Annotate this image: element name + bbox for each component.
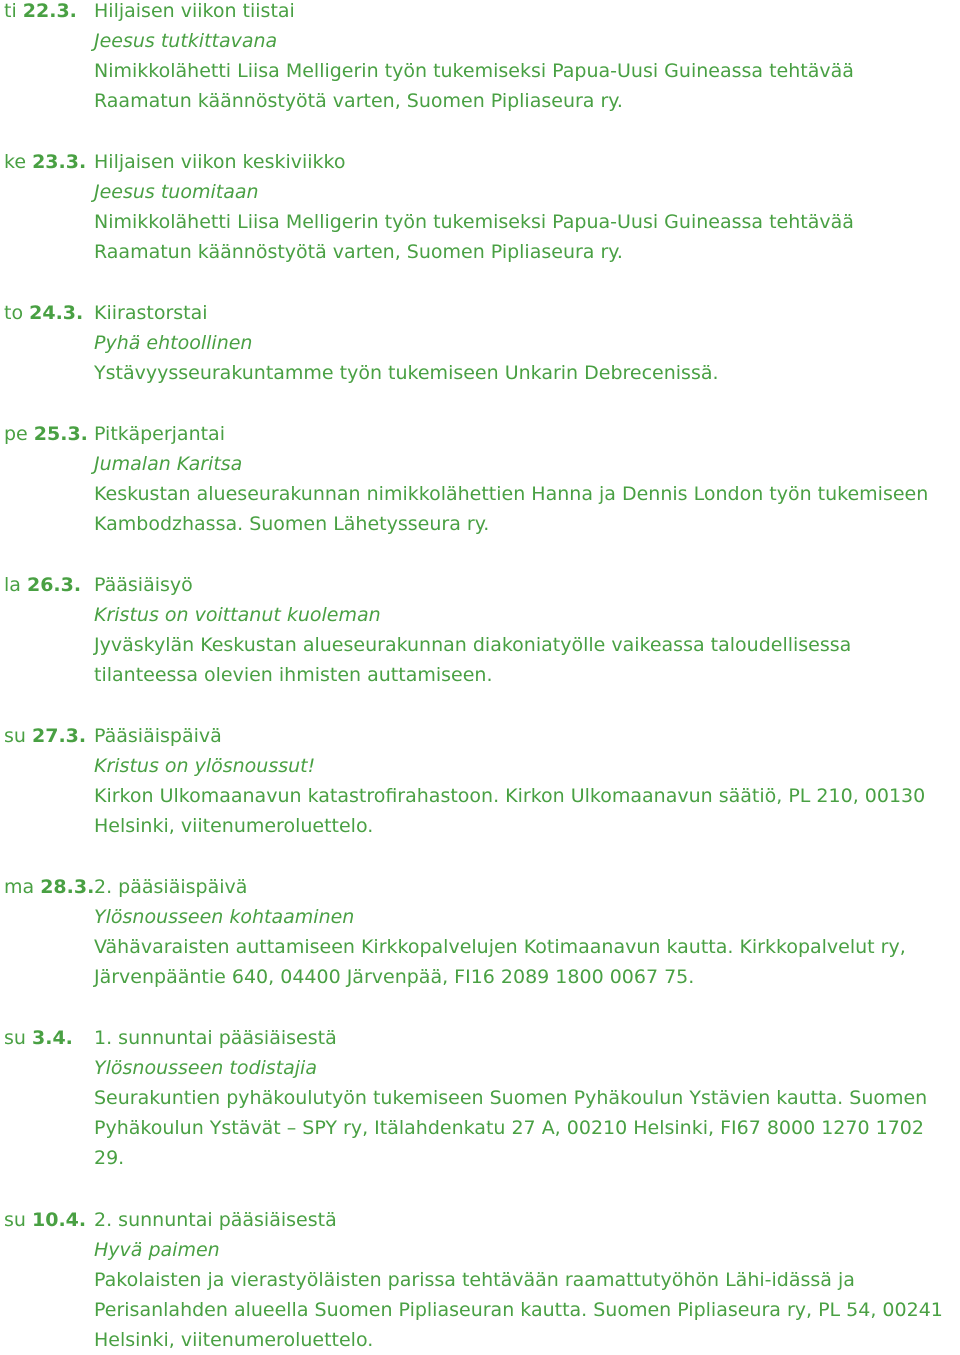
entry-title: Hiljaisen viikon keskiviikko xyxy=(94,151,346,173)
entry-date xyxy=(4,570,81,600)
entry-date-number: 10.4. xyxy=(32,1209,87,1231)
entry-theme: Hyvä paimen xyxy=(94,1239,220,1261)
entry-weekday: ma xyxy=(4,876,35,898)
entry-title: Pääsiäisyö xyxy=(94,574,193,596)
entry-weekday: ke xyxy=(4,151,27,173)
entry-date xyxy=(4,872,94,902)
entry-date-number: 23.3. xyxy=(32,151,87,173)
entry-date xyxy=(4,298,83,328)
entry-date-number: 27.3. xyxy=(32,725,87,747)
entry-title: Pitkäperjantai xyxy=(94,423,225,445)
entry-title: Kiirastorstai xyxy=(94,302,208,324)
entry-title: Pääsiäispäivä xyxy=(94,725,222,747)
entry-date-number: 22.3. xyxy=(22,0,77,22)
entry-description: Jyväskylän Keskustan alueseurakunnan diakoniatyölle vaikeassa taloudellisessa tilanteessa olevien ihmisten auttamiseen. xyxy=(94,634,852,686)
entry-title: 2. sunnuntai pääsiäisestä xyxy=(94,1209,337,1231)
entry-content xyxy=(94,0,956,116)
entry-content xyxy=(94,147,956,267)
entry-description: Ystävyysseurakuntamme työn tukemiseen Unkarin Debrecenissä. xyxy=(94,362,719,384)
entry-date-number: 28.3. xyxy=(40,876,95,898)
entry-content xyxy=(94,1205,956,1355)
entry-weekday: pe xyxy=(4,423,28,445)
entry-content xyxy=(94,872,956,992)
entry-content xyxy=(94,721,956,841)
entry-theme: Kristus on ylösnoussut! xyxy=(94,755,316,777)
entry-theme: Jeesus tuomitaan xyxy=(94,181,259,203)
entry-content xyxy=(94,298,956,388)
entry-theme: Kristus on voittanut kuoleman xyxy=(94,604,381,626)
entry-date xyxy=(4,419,88,449)
entry-description: Seurakuntien pyhäkoulutyön tukemiseen Suomen Pyhäkoulun Ystävien kautta. Suomen Pyhäkoulun Ystävät – SPY ry, Itälahdenkatu 27 A, 00210 Helsinki, FI67 8000 1270 1702 29. xyxy=(94,1087,928,1169)
entry-weekday: la xyxy=(4,574,21,596)
entry-date xyxy=(4,721,86,751)
entry-weekday: su xyxy=(4,1027,26,1049)
entry-date-number: 24.3. xyxy=(29,302,84,324)
entry-description: Kirkon Ulkomaanavun katastrofirahastoon. Kirkon Ulkomaanavun säätiö, PL 210, 00130 Helsinki, viitenumeroluettelo. xyxy=(94,785,926,837)
entry-weekday: to xyxy=(4,302,24,324)
entry-description: Vähävaraisten auttamiseen Kirkkopalvelujen Kotimaanavun kautta. Kirkkopalvelut ry, Järvenpääntie 640, 04400 Järvenpää, FI16 2089 1800 0067 75. xyxy=(94,936,906,988)
entry-theme: Ylösnousseen todistajia xyxy=(94,1057,317,1079)
entry-content xyxy=(94,1023,956,1173)
entry-date xyxy=(4,0,77,26)
entry-content xyxy=(94,570,956,690)
entry-weekday: su xyxy=(4,1209,26,1231)
entry-date-number: 3.4. xyxy=(32,1027,73,1049)
entry-description: Pakolaisten ja vierastyöläisten parissa tehtävään raamattutyöhön Lähi-idässä ja Perisanlahden alueella Suomen Pipliaseuran kautta. Suomen Pipliaseura ry, PL 54, 00241 Helsinki, viitenumeroluettelo. xyxy=(94,1269,943,1351)
entry-weekday: ti xyxy=(4,0,17,22)
entry-weekday: su xyxy=(4,725,26,747)
entry-date xyxy=(4,1023,73,1053)
entry-theme: Pyhä ehtoollinen xyxy=(94,332,253,354)
entry-theme: Jumalan Karitsa xyxy=(94,453,243,475)
entry-content xyxy=(94,419,956,539)
entry-description: Nimikkolähetti Liisa Melligerin työn tukemiseksi Papua-Uusi Guineassa tehtävää Raamatun käännöstyötä varten, Suomen Pipliaseura ry. xyxy=(94,60,854,112)
entry-description: Nimikkolähetti Liisa Melligerin työn tukemiseksi Papua-Uusi Guineassa tehtävää Raamatun käännöstyötä varten, Suomen Pipliaseura ry. xyxy=(94,211,854,263)
entry-date xyxy=(4,1205,86,1235)
entry-theme: Jeesus tutkittavana xyxy=(94,30,278,52)
entry-title: 2. pääsiäispäivä xyxy=(94,876,248,898)
entry-title: Hiljaisen viikon tiistai xyxy=(94,0,295,22)
entry-date-number: 25.3. xyxy=(33,423,88,445)
entry-theme: Ylösnousseen kohtaaminen xyxy=(94,906,355,928)
entry-date-number: 26.3. xyxy=(26,574,82,596)
entry-description: Keskustan alueseurakunnan nimikkolähettien Hanna ja Dennis London työn tukemiseen Kambodzhassa. Suomen Lähetysseura ry. xyxy=(94,483,929,535)
entry-date xyxy=(4,147,86,177)
entry-title: 1. sunnuntai pääsiäisestä xyxy=(94,1027,337,1049)
